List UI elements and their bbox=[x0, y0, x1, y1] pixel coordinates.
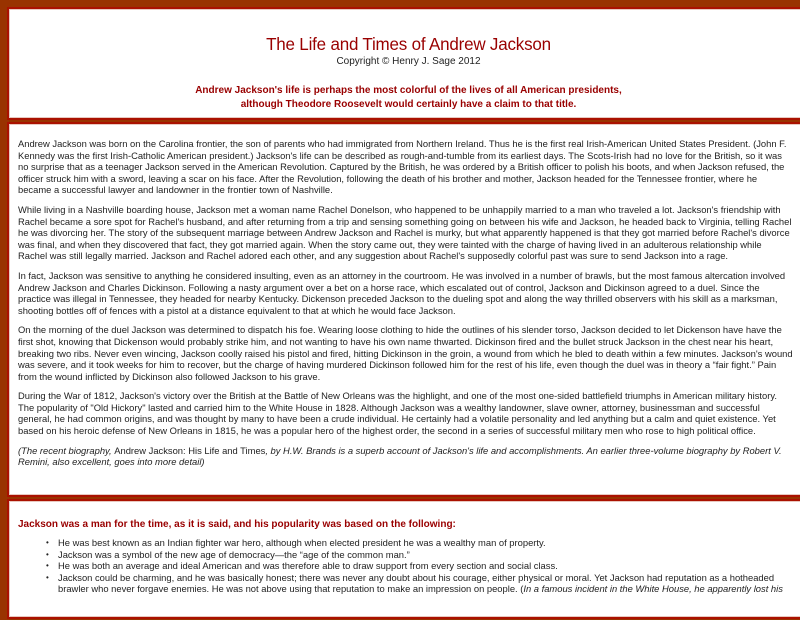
list-item-text: He was both an average and ideal American and was therefore able to draw support from every section and social class. bbox=[58, 560, 558, 572]
list-item bbox=[46, 571, 798, 595]
copyright-notice: Copyright © Henry J. Sage 2012 bbox=[336, 56, 481, 67]
bullet-icon: • bbox=[46, 572, 49, 582]
biography-note-intro: (The recent biography, bbox=[18, 444, 115, 456]
paragraph-duel: On the morning of the duel Jackson was determined to dispatch his foe. Wearing loose clothing to hide the outlines of his slender torso, Jackson decided to let Dickenson have have the first shot, knowing that Dickenson would probably strike him, and not wanting to have his own name thwarted. Dickinson fired and the bullet struck Jackson in the chest near his heart, breaking two ribs. Never even wincing, Jackson coolly raised his pistol and fired, hitting Dickinson in the groin, a wound from which he bled to death within a few minutes. Jackson's wound was severe, and it took weeks for him to recover, but the charge of having murdered Dickinson followed him for the rest of his life, even though the duel was in theory a “fair fight.” Pain from the wound inflicted by Dickinson also followed Jackson to his grave. bbox=[18, 324, 793, 382]
paragraph-war-of-1812: During the War of 1812, Jackson's victory over the British at the Battle of New Orleans was the highlight, and one of the most one-sided battlefield triumphs in American military history. The popularity of "Old Hickory" lasted and carried him to the White House in 1828. Although Jackson was a wealthy landowner, slave owner, attorney, businessman and successful general, he had common origins, and was thought by many to have been a crude individual. He certainly had a volatile personality and led anything but a calm and quiet existence. Yet based on his heroic defense of New Orleans in 1815, he was a popular hero of the highest order, the second in a series of successful military men who rose to high political office. bbox=[18, 390, 777, 437]
biography-panel bbox=[7, 122, 800, 497]
bullet-icon: • bbox=[46, 549, 49, 559]
list-item bbox=[46, 548, 798, 561]
popularity-list bbox=[18, 537, 798, 595]
biography-note bbox=[18, 445, 793, 468]
popularity-heading: Jackson was a man for the time, as it is said, and his popularity was based on the following: bbox=[18, 519, 456, 530]
biography-text bbox=[18, 138, 793, 476]
list-item bbox=[46, 537, 798, 549]
tagline-line-2: although Theodore Roosevelt would certainly have a claim to that title. bbox=[240, 99, 577, 110]
list-item-italic-text: In a famous incident in the White House, he apparently lost his bbox=[523, 583, 783, 595]
paragraph-dickinson: In fact, Jackson was sensitive to anything he considered insulting, even as an attorney in the courtroom. He was involved in a number of brawls, but the most famous altercation involved Andrew Jackson and Charles Dickinson. Following a nasty argument over a bet on a horse race, which escalated out of control, Jackson and Dickinson agreed to a duel. Since the practice was illegal in Tennessee, they headed for nearby Kentucky. Dickenson preceded Jackson to the dueling spot and along the way thrilled observers with his skill as a marksman, shooting bottles off of fences with a pistol at a distance equivalent to that at which he would face Jackson. bbox=[18, 269, 786, 316]
bullet-icon: • bbox=[46, 561, 49, 571]
paragraph-early-life: Andrew Jackson was born on the Carolina frontier, the son of parents who had immigrated from Northern Ireland. Thus he is the first real Irish-American United States President. (John F. Kennedy was the first Irish-Catholic American president.) Jackson's life can be described as rough-and-tumble from its earliest days. The Scots-Irish had no love for the British, so it was no surprise that as a teenager Jackson served in the American Revolution. Captured by the British, he was ordered by a British officer to polish his boots, and when Jackson refused, the officer struck him with a sword, leaving a scar on his face. After the Revolution, following the death of his brother and mother, Jackson headed for the Tennessee frontier, where he became a successful lawyer and landowner in the frontier town of Nashville. bbox=[18, 138, 787, 196]
page-title: The Life and Times of Andrew Jackson bbox=[266, 34, 551, 55]
list-item-text: Jackson was a symbol of the new age of democracy—the “age of the common man.” bbox=[58, 548, 410, 560]
popularity-panel bbox=[7, 499, 800, 619]
bullet-icon: • bbox=[46, 538, 49, 547]
biography-note-rest: , by H.W. Brands is a superb account of Jackson's life and accomplishments. An earlier three-volume biography by Robert V. Remini, also excellent, goes into more detail) bbox=[18, 444, 782, 468]
paragraph-rachel: While living in a Nashville boarding house, Jackson met a woman name Rachel Donelson, who happened to be unhappily married to a man who traveled a lot. Jackson's friendship with Rachel became a sore spot for Rachel's husband, and after returning from a trip and sensing something going on between his wife and Jackson, he headed back to Virginia, telling Rachel he was divorcing her. The story of the subsequent marriage between Andrew Jackson and Rachel is murky, but what apparently happened is that they got married before Rachel's divorce was final, and when they discovered that fact, they got married again. When the story came out, they were tainted with the charge of having lived in an adulterous relationship while Rachel was still legally married. Jackson and Rachel adored each other, and any suggestion about Rachel's supposedly colorful past was sure to send Jackson into a rage. bbox=[18, 203, 792, 262]
tagline-line-1: Andrew Jackson's life is perhaps the most colorful of the lives of all American presidents, bbox=[195, 85, 622, 96]
book-title: Andrew Jackson: His Life and Times bbox=[114, 444, 266, 456]
header-panel bbox=[7, 7, 800, 120]
list-item-text: Jackson could be charming, and he was basically honest; there was never any doubt about his courage, either physical or moral. Yet Jackson had reputation as a hotheaded brawler who never forgave enemies. He was not above using that reputation to make an impression on people. ( bbox=[58, 571, 775, 595]
list-item bbox=[46, 560, 798, 572]
list-item-text: He was best known as an Indian fighter war hero, although when elected president he was a wealthy man of property. bbox=[58, 537, 546, 548]
tagline bbox=[9, 84, 800, 112]
